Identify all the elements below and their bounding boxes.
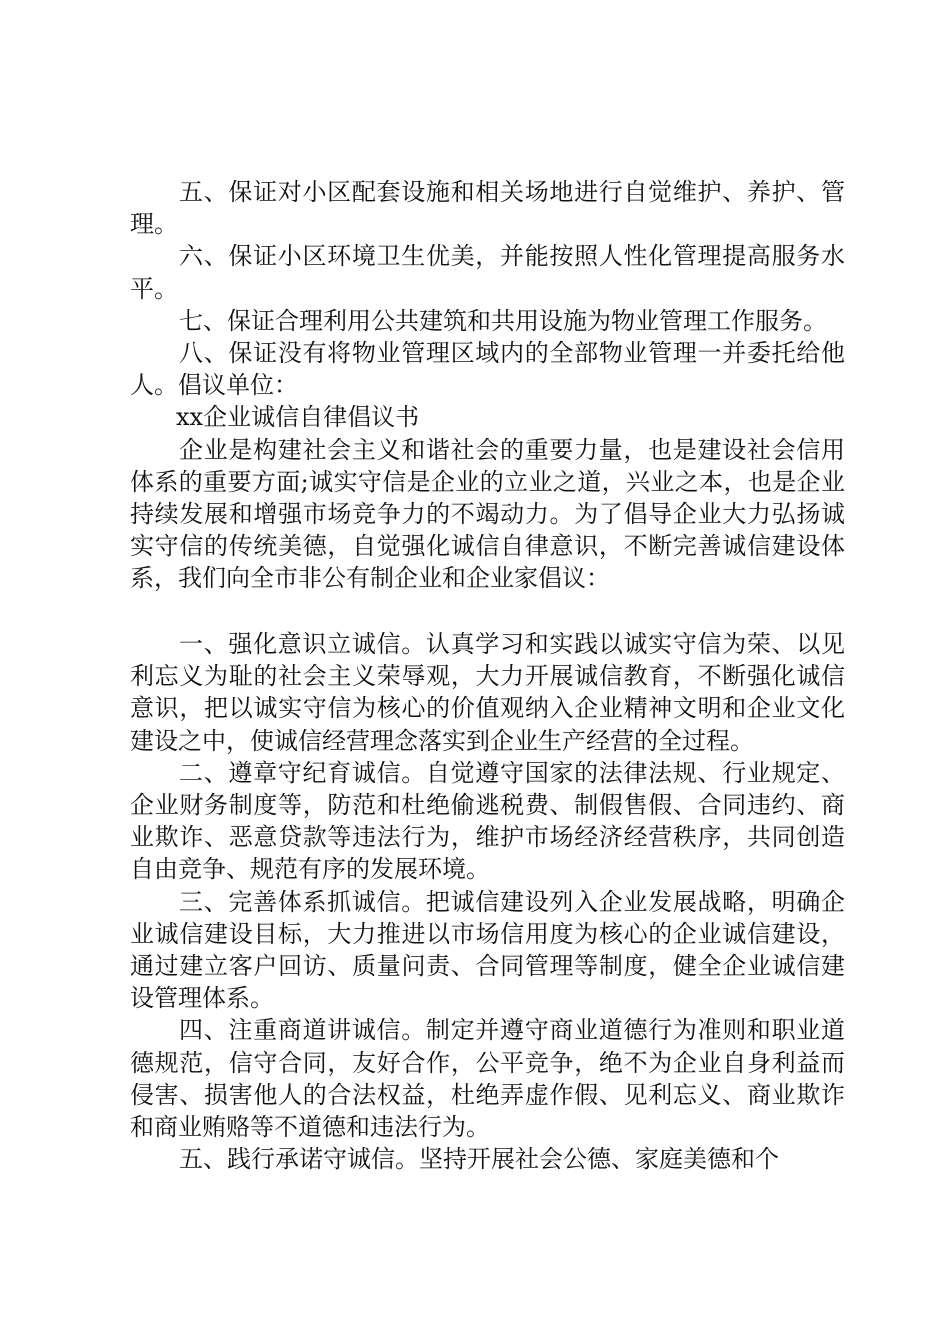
document-lower-section <box>130 628 845 1175</box>
document-title: xx企业诚信自律倡议书 <box>176 403 420 432</box>
proposal-item-3: 三、完善体系抓诚信。把诚信建设列入企业发展战略，明确企业诚信建设目标，大力推进以市场信用度为核心的企业诚信建设，通过建立客户回访、质量问责、合同管理等制度，健全企业诚信建设管理体系。 <box>130 887 845 1013</box>
proposal-item-2: 二、遵章守纪育诚信。自觉遵守国家的法律法规、行业规定、企业财务制度等，防范和杜绝偷逃税费、制假售假、合同违约、商业欺诈、恶意贷款等违法行为，维护市场经济经营秩序，共同创造自由竞争、规范有序的发展环境。 <box>130 758 845 884</box>
proposal-item-1: 一、强化意识立诚信。认真学习和实践以诚实守信为荣、以见利忘义为耻的社会主义荣辱观，大力开展诚信教育，不断强化诚信意识，把以诚实守信为核心的价值观纳入企业精神文明和企业文化建设之中，使诚信经营理念落实到企业生产经营的全过程。 <box>130 630 845 755</box>
paragraph-item-5: 五、保证对小区配套设施和相关场地进行自觉维护、养护、管理。 <box>130 178 845 239</box>
document-upper-section <box>130 176 845 595</box>
proposal-item-4: 四、注重商道讲诚信。制定并遵守商业道德行为准则和职业道德规范，信守合同，友好合作，公平竞争，绝不为企业自身利益而侵害、损害他人的合法权益，杜绝弄虚作假、见利忘义、商业欺诈和商业贿赂等不道德和违法行为。 <box>130 1016 845 1142</box>
paragraph-item-7: 七、保证合理利用公共建筑和共用设施为物业管理工作服务。 <box>179 306 827 335</box>
proposal-item-5: 五、践行承诺守诚信。坚持开展社会公德、家庭美德和个 <box>179 1145 779 1174</box>
paragraph-item-6: 六、保证小区环境卫生优美，并能按照人性化管理提高服务水平。 <box>130 242 845 303</box>
paragraph-item-8: 八、保证没有将物业管理区域内的全部物业管理一并委托给他人。倡议单位： <box>130 339 845 400</box>
intro-paragraph: 企业是构建社会主义和谐社会的重要力量，也是建设社会信用体系的重要方面;诚实守信是企业的立业之道，兴业之本，也是企业持续发展和增强市场竞争力的不竭动力。为了倡导企业大力弘扬诚实守信的传统美德，自觉强化诚信自律意识，不断完善诚信建设体系，我们向全市非公有制企业和企业家倡议： <box>130 435 845 593</box>
